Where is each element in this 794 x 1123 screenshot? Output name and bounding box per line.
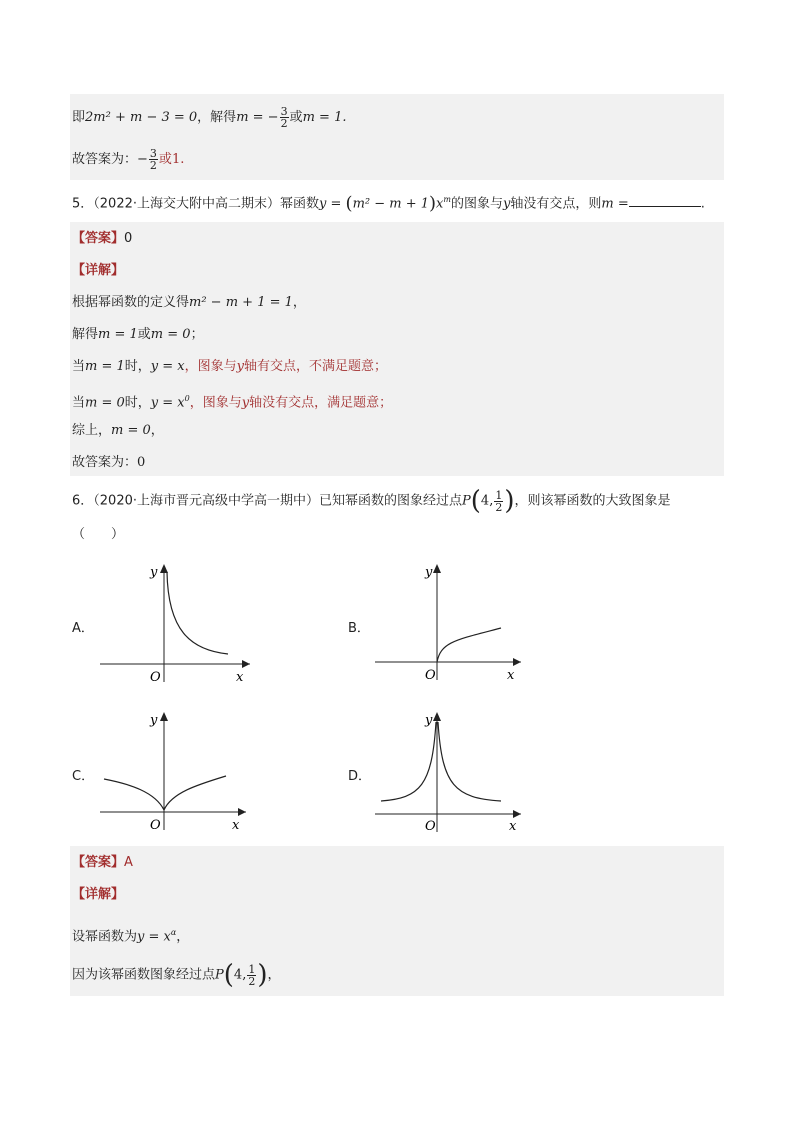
answer-5-line: 【答案】0 bbox=[72, 231, 133, 246]
origin-label: O bbox=[425, 668, 436, 683]
graph-d bbox=[375, 708, 535, 838]
graph-b bbox=[375, 560, 535, 690]
x-label: x bbox=[236, 670, 244, 685]
y-arrow bbox=[160, 564, 168, 573]
x-arrow bbox=[238, 808, 246, 816]
y-label: y bbox=[425, 713, 433, 728]
detail-5-line-6: 故答案为：0 bbox=[72, 455, 146, 470]
option-a-label[interactable]: A． bbox=[72, 621, 94, 636]
y-arrow bbox=[160, 712, 168, 721]
detail-6-label: 【详解】 bbox=[72, 887, 125, 902]
graph-c bbox=[100, 708, 260, 838]
top-line-2: 故答案为：− $\frac{3}{2}$ 或1. bbox=[72, 147, 185, 172]
origin-label: O bbox=[150, 818, 161, 833]
x-arrow bbox=[242, 660, 250, 668]
x-arrow bbox=[513, 810, 521, 818]
question-5: 5．（2022·上海交大附中高二期末）幂函数$y = (m^2 - m + 1)x^m$的图象与y轴没有交点，则m = . bbox=[72, 192, 705, 214]
answer-blank[interactable] bbox=[629, 194, 701, 207]
detail-5-line-1: 根据幂函数的定义得m² − m + 1 = 1， bbox=[72, 295, 306, 310]
curve bbox=[167, 572, 228, 654]
detail-5-line-2: 解得m = 1或m = 0； bbox=[72, 327, 204, 342]
top-line-1: 即2m² + m − 3 = 0，解得m = − $\frac{3}{2}$ 或m = 1. bbox=[72, 105, 347, 130]
detail-6-line-2: 因为该幂函数图象经过点P(4, $\frac{1}{2}$ )， bbox=[72, 960, 281, 990]
curve bbox=[437, 628, 501, 662]
x-arrow bbox=[513, 658, 521, 666]
detail-5-label: 【详解】 bbox=[72, 263, 125, 278]
answer-5-box bbox=[70, 222, 724, 476]
option-b-label[interactable]: B． bbox=[348, 621, 370, 636]
question-6-paren: （ ） bbox=[72, 527, 125, 542]
fraction: $\frac{1}{2}$ bbox=[495, 488, 503, 514]
answer-6-line: 【答案】A bbox=[72, 855, 133, 870]
y-label: y bbox=[150, 713, 158, 728]
graph-a bbox=[100, 560, 260, 690]
detail-5-line-4: 当m = 0时，$y = x^0$，图象与y轴没有交点，满足题意； bbox=[72, 394, 393, 411]
detail-5-line-3: 当m = 1时，y = x，图象与y轴有交点，不满足题意； bbox=[72, 359, 388, 374]
y-arrow bbox=[433, 564, 441, 573]
y-label: y bbox=[425, 565, 433, 580]
x-label: x bbox=[507, 668, 515, 683]
origin-label: O bbox=[425, 819, 436, 834]
detail-6-line-1: 设幂函数为$y = x^\alpha$， bbox=[72, 928, 190, 945]
curve-right bbox=[438, 722, 501, 801]
option-d-label[interactable]: D． bbox=[348, 769, 372, 784]
option-c-label[interactable]: C． bbox=[72, 769, 95, 784]
curve-left bbox=[381, 722, 436, 801]
y-label: y bbox=[150, 565, 158, 580]
fraction: $\frac{1}{2}$ bbox=[248, 962, 256, 988]
x-label: x bbox=[509, 819, 517, 834]
x-label: x bbox=[232, 818, 240, 833]
curve-right bbox=[164, 776, 226, 810]
y-arrow bbox=[433, 712, 441, 721]
fraction: $\frac{3}{2}$ bbox=[280, 105, 288, 130]
fraction: $\frac{3}{2}$ bbox=[149, 147, 157, 172]
question-6: 6．（2020·上海市晋元高级中学高一期中）已知幂函数的图象经过点P(4, $\frac{1}{2}$ )，则该幂函数的大致图象是 bbox=[72, 486, 671, 516]
origin-label: O bbox=[150, 670, 161, 685]
detail-5-line-5: 综上，m = 0， bbox=[72, 423, 164, 438]
curve-left bbox=[104, 779, 164, 810]
